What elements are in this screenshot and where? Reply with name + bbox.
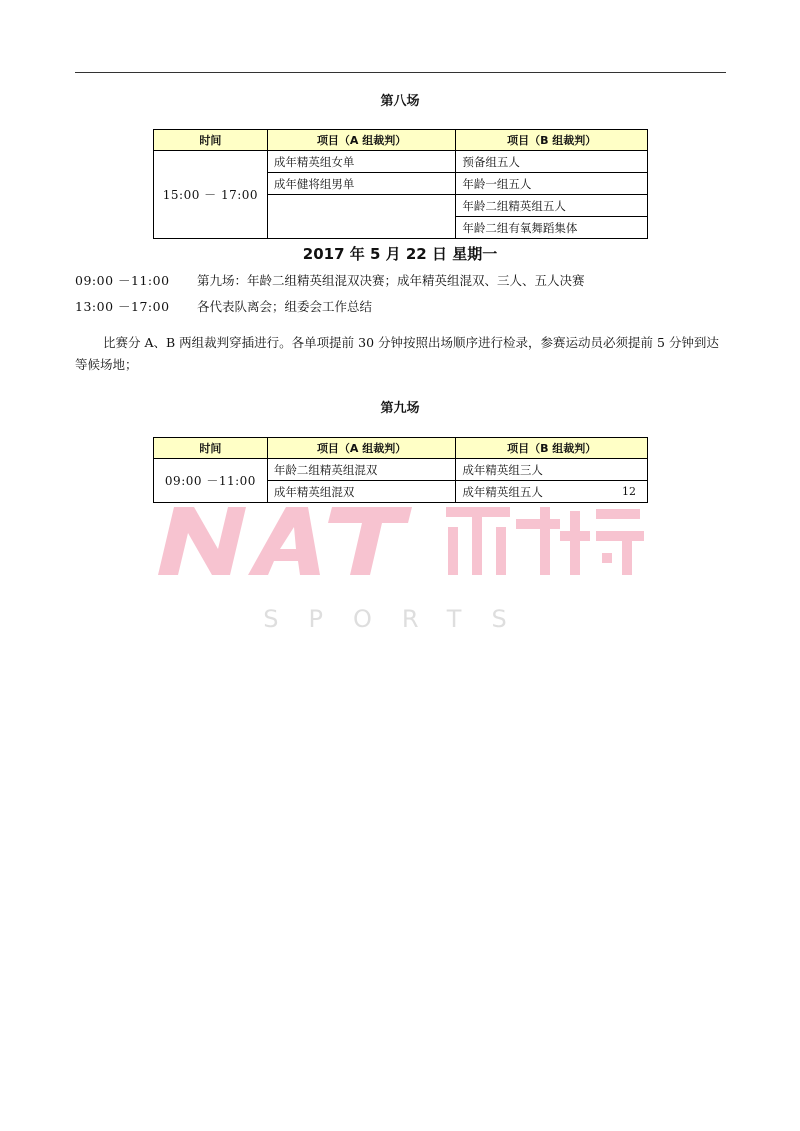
watermark-subtext: SPORTS: [263, 605, 537, 633]
table-row: [154, 151, 648, 173]
b-item: 年龄二组有氧舞蹈集体: [456, 217, 648, 239]
table-row: [154, 459, 648, 481]
header-time: 时间: [154, 438, 268, 459]
page-number: 12: [622, 485, 636, 498]
b-item: 成年精英组三人: [456, 459, 648, 481]
a-item: 成年精英组女单: [267, 151, 456, 173]
a-item: 年龄二组精英组混双: [267, 459, 456, 481]
b-item: 成年精英组五人: [456, 481, 648, 503]
schedule-line: [75, 297, 372, 315]
a-item: 成年健将组男单: [267, 173, 456, 195]
header-b-group: 项目（B 组裁判）: [456, 438, 648, 459]
schedule-time: 13:00 －17:00: [75, 299, 170, 314]
a-item-empty: [267, 195, 456, 239]
header-b-group: 项目（B 组裁判）: [456, 130, 648, 151]
header-a-group: 项目（A 组裁判）: [267, 130, 456, 151]
b-item: 预备组五人: [456, 151, 648, 173]
date-heading: 2017 年 5 月 22 日 星期一: [302, 245, 498, 263]
header-time: 时间: [154, 130, 268, 151]
session8-time: 15:00 － 17:00: [154, 151, 268, 239]
session9-time: 09:00 －11:00: [154, 459, 268, 503]
session9-title: 第九场: [380, 401, 420, 416]
table-header-row: [154, 438, 648, 459]
nat-sports-watermark-logo: [150, 497, 650, 637]
header-rule: [75, 72, 726, 73]
schedule-desc: 第九场：年龄二组精英组混双决赛；成年精英组混双、三人、五人决赛: [197, 273, 585, 288]
schedule-line: [75, 271, 585, 289]
a-item: 成年精英组混双: [267, 481, 456, 503]
b-item: 年龄二组精英组五人: [456, 195, 648, 217]
session9-table: [153, 437, 648, 503]
schedule-desc: 各代表队离会；组委会工作总结: [197, 299, 373, 314]
b-item: 年龄一组五人: [456, 173, 648, 195]
competition-note: [75, 332, 727, 376]
header-a-group: 项目（A 组裁判）: [267, 438, 456, 459]
note-text: 比赛分 A、B 两组裁判穿插进行。各单项提前 30 分钟按照出场顺序进行检录，参赛运动员必须提前 5 分钟到达等候场地；: [75, 335, 719, 372]
session8-title: 第八场: [380, 94, 420, 109]
schedule-time: 09:00 －11:00: [75, 273, 170, 288]
session8-table: [153, 129, 648, 239]
table-header-row: [154, 130, 648, 151]
